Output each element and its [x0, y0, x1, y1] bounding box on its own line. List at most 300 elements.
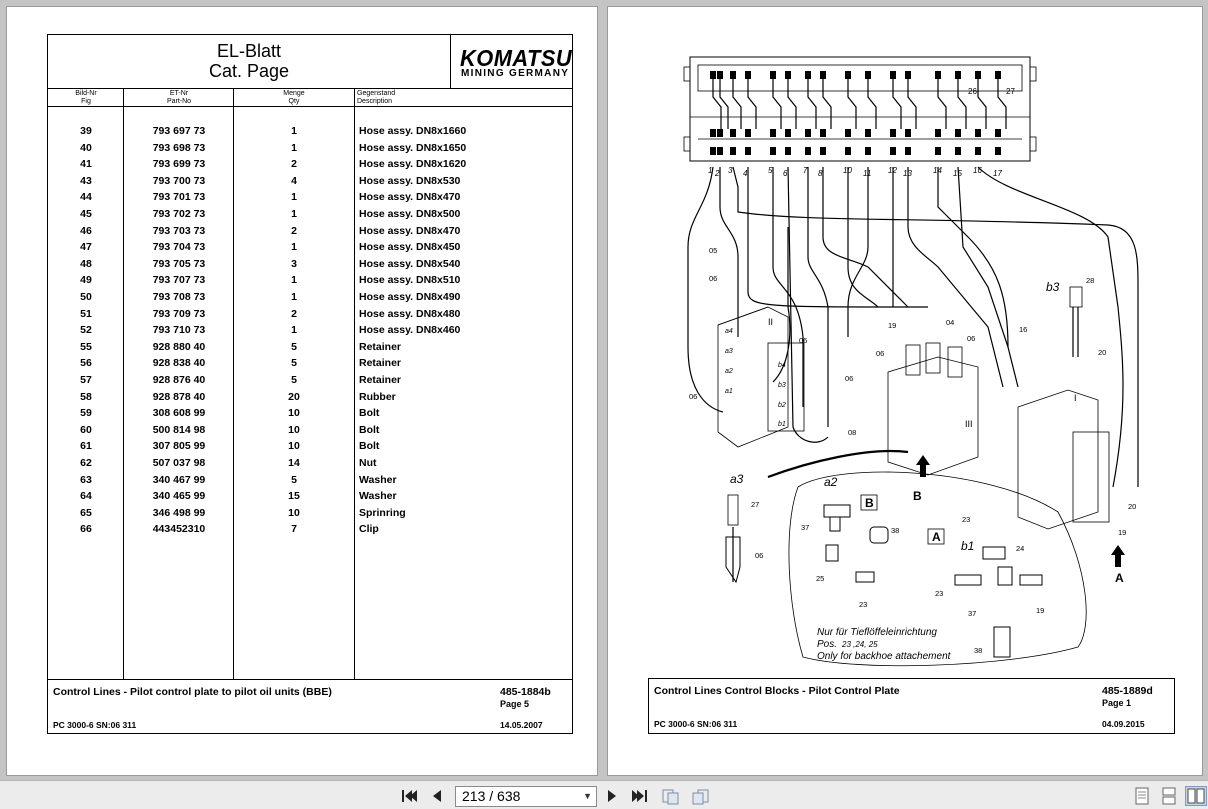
port-a1: a1 — [725, 388, 733, 395]
cell-part: 793 707 73 — [152, 274, 206, 287]
next-page-button[interactable] — [601, 786, 623, 806]
cell-part: 340 467 99 — [152, 473, 206, 486]
label-06: 06 — [709, 274, 718, 283]
cell-part: 507 037 98 — [152, 457, 206, 469]
cell-qty: 1 — [291, 125, 297, 137]
table-row — [48, 424, 572, 441]
plate-fitting — [865, 147, 871, 155]
table-row — [48, 158, 572, 175]
label-38: 38 — [974, 646, 983, 655]
cell-qty: 2 — [291, 224, 297, 237]
plate-pipe — [908, 79, 916, 129]
previous-view-button[interactable] — [660, 786, 682, 806]
label-08: 08 — [848, 428, 857, 437]
port-number-label: 15 — [953, 169, 962, 178]
plate-fitting — [975, 129, 981, 137]
plate-fitting — [955, 147, 961, 155]
plate-pipe — [773, 79, 781, 129]
plate-fitting — [717, 129, 723, 137]
footer-date: 14.05.2007 — [500, 720, 543, 730]
plate-pipe — [733, 79, 741, 129]
cell-part: 793 697 73 — [152, 125, 206, 137]
block-II-label: II — [768, 317, 774, 327]
table-row — [48, 225, 572, 242]
table-row — [48, 440, 572, 457]
cell-desc: Clip — [359, 523, 379, 536]
footer-doc-number: 485-1889d — [1102, 685, 1153, 697]
col-desc — [357, 90, 395, 105]
cell-desc: Hose assy. DN8x480 — [359, 307, 461, 320]
label-28: 28 — [1086, 276, 1095, 285]
cell-qty: 1 — [291, 241, 297, 254]
cell-part: 308 608 99 — [152, 407, 206, 420]
label-27: 27 — [1006, 87, 1015, 96]
label-23: 23 — [859, 600, 868, 609]
plate-pipe — [998, 79, 1006, 129]
plate-fitting — [710, 147, 716, 155]
port-b3: b3 — [778, 382, 786, 389]
plate-fitting — [935, 71, 941, 79]
plate-fitting — [710, 129, 716, 137]
column-header — [48, 89, 572, 107]
plate-fitting — [820, 147, 826, 155]
table-row — [48, 507, 572, 524]
plate-fitting — [995, 147, 1001, 155]
cell-desc: Hose assy. DN8x510 — [359, 274, 461, 287]
cell-desc: Hose assy. DN8x450 — [359, 241, 461, 254]
cell-fig: 44 — [80, 191, 92, 204]
plate-fitting — [890, 129, 896, 137]
label-06: 06 — [876, 349, 885, 358]
hose-lines — [688, 167, 1138, 487]
cell-desc: Retainer — [359, 357, 402, 370]
cell-fig: 47 — [80, 241, 92, 254]
port-number-label: 12 — [888, 166, 897, 175]
table-row — [48, 523, 572, 540]
box-label-A: A — [932, 530, 941, 544]
plate-fitting — [905, 147, 911, 155]
table-row — [48, 324, 572, 341]
plate-fitting — [805, 71, 811, 79]
cell-desc: Hose assy. DN8x460 — [359, 324, 461, 337]
plate-fitting — [890, 147, 896, 155]
cell-desc: Retainer — [359, 340, 402, 353]
plate-fitting — [865, 129, 871, 137]
col-part-de: ET-Nr — [169, 90, 189, 97]
cell-fig: 61 — [80, 440, 92, 453]
port-b2: b2 — [778, 402, 786, 409]
footer-date: 04.09.2015 — [1102, 719, 1145, 729]
cell-fig: 51 — [80, 307, 92, 320]
cell-qty: 10 — [288, 407, 300, 420]
label-04: 04 — [946, 318, 955, 327]
port-number-label: 6 — [783, 169, 788, 178]
footer-model: PC 3000-6 SN:06 311 — [53, 720, 137, 730]
cell-qty: 3 — [291, 257, 297, 270]
next-view-button[interactable] — [690, 786, 712, 806]
cell-fig: 65 — [80, 506, 92, 519]
plate-pipe — [893, 79, 901, 129]
plate-fitting — [955, 71, 961, 79]
cell-desc: Hose assy. DN8x500 — [359, 208, 461, 220]
page-left — [6, 6, 598, 776]
previous-view-icon — [661, 787, 681, 805]
arrow-A — [1111, 545, 1125, 567]
cell-fig: 49 — [80, 274, 92, 287]
cell-part: 793 700 73 — [152, 174, 206, 187]
label-20: 20 — [1098, 348, 1107, 357]
port-b4: b4 — [778, 362, 786, 369]
plate-fitting — [995, 71, 1001, 79]
previous-page-icon — [430, 788, 444, 804]
footer-page: Page 5 — [500, 699, 530, 709]
single-page-view-button[interactable] — [1131, 786, 1153, 806]
cell-qty: 10 — [288, 423, 300, 436]
cell-part: 793 705 73 — [152, 257, 206, 270]
cell-qty: 20 — [288, 390, 300, 403]
continuous-page-icon — [1161, 787, 1177, 805]
plate-fitting — [820, 129, 826, 137]
plate-fitting — [905, 71, 911, 79]
plate-fitting — [935, 147, 941, 155]
cell-fig: 56 — [80, 357, 92, 370]
callout-b1: b1 — [961, 539, 975, 553]
label-05: 05 — [709, 246, 718, 255]
table-row — [48, 274, 572, 291]
cell-qty: 5 — [291, 374, 297, 386]
table-row — [48, 125, 572, 142]
title-line-1: EL-Blatt — [216, 41, 282, 61]
cell-part: 928 838 40 — [152, 357, 206, 370]
port-number-label: 11 — [863, 169, 872, 178]
table-row — [48, 490, 572, 507]
cell-desc: Hose assy. DN8x1650 — [359, 141, 467, 154]
col-qty-en: Qty — [288, 97, 300, 105]
table-row — [48, 341, 572, 358]
plate-fitting — [785, 129, 791, 137]
col-part — [124, 90, 234, 105]
port-number-label: 1 — [708, 166, 713, 175]
cell-part: 340 465 99 — [152, 490, 206, 503]
label-19: 19 — [888, 321, 897, 330]
plate-fitting — [770, 129, 776, 137]
label-27: 27 — [751, 500, 760, 509]
cell-desc: Retainer — [359, 374, 402, 386]
label-37: 37 — [801, 523, 810, 532]
plate-fitting — [975, 71, 981, 79]
plate-fitting — [770, 71, 776, 79]
cell-part: 793 709 73 — [152, 307, 206, 320]
label-25: 25 — [816, 574, 825, 583]
table-row — [48, 357, 572, 374]
plate-pipe — [958, 79, 966, 129]
cell-qty: 1 — [291, 274, 297, 287]
plate-fitting — [770, 147, 776, 155]
footer-page: Page 1 — [1102, 698, 1132, 708]
cell-desc: Washer — [359, 490, 397, 503]
block-I-label: I — [1074, 393, 1077, 403]
cell-qty: 1 — [291, 208, 297, 220]
plate-pipe — [788, 79, 796, 129]
port-number-label: 2 — [715, 169, 720, 178]
table-row — [48, 175, 572, 192]
cell-fig: 57 — [80, 374, 92, 386]
plate-fitting — [995, 129, 1001, 137]
note-pos: Pos. — [817, 639, 838, 650]
port-number-label: 5 — [768, 166, 773, 175]
label-06: 06 — [689, 392, 698, 401]
control-block-III — [888, 343, 978, 475]
note-pos-numbers: 23 ,24, 25 — [842, 640, 878, 649]
cell-qty: 10 — [288, 440, 300, 453]
plate-fitting — [805, 147, 811, 155]
cell-qty: 14 — [288, 457, 300, 469]
cell-qty: 4 — [291, 174, 297, 187]
cell-desc: Rubber — [359, 390, 396, 403]
col-fig-de: Bild-Nr — [75, 90, 97, 97]
cell-qty: 1 — [291, 141, 297, 154]
last-page-button[interactable] — [629, 786, 651, 806]
first-page-button[interactable] — [398, 786, 420, 806]
cell-fig: 59 — [80, 407, 92, 420]
page-title — [48, 41, 450, 81]
cell-desc: Hose assy. DN8x490 — [359, 291, 461, 303]
view-label-B: B — [913, 489, 922, 503]
plate-fitting — [745, 129, 751, 137]
page-footer — [48, 679, 572, 734]
view-label-A: A — [1115, 571, 1124, 585]
logo-subtitle: MINING GERMANY — [461, 68, 570, 79]
cell-part: 793 703 73 — [152, 224, 206, 237]
control-block-I — [1018, 390, 1109, 529]
cell-fig: 50 — [80, 291, 92, 303]
plate-fitting — [890, 71, 896, 79]
cell-fig: 43 — [80, 174, 92, 187]
plate-fitting — [730, 129, 736, 137]
chevron-down-icon[interactable]: ▼ — [583, 791, 592, 801]
plate-fitting — [865, 71, 871, 79]
plate-fitting — [955, 129, 961, 137]
plate-fitting — [717, 147, 723, 155]
box-label-B: B — [865, 496, 874, 510]
cell-qty: 7 — [291, 523, 297, 536]
label-24: 24 — [1016, 544, 1025, 553]
plate-fitting — [745, 147, 751, 155]
cell-desc: Nut — [359, 457, 377, 469]
cell-qty: 5 — [291, 340, 297, 353]
col-desc-de: Gegenstand — [357, 90, 396, 97]
logo-wordmark: KOMATSU — [460, 45, 573, 71]
col-desc-en: Description — [357, 97, 393, 105]
plate-pipe — [978, 79, 986, 129]
cell-fig: 66 — [80, 523, 92, 536]
cell-desc: Hose assy. DN8x540 — [359, 257, 461, 270]
label-38: 38 — [891, 526, 900, 535]
cell-part: 346 498 99 — [152, 506, 206, 519]
cell-part: 500 814 98 — [152, 423, 206, 436]
two-page-icon — [1187, 788, 1205, 804]
cell-fig: 39 — [80, 125, 92, 137]
plate-fitting — [717, 71, 723, 79]
cell-qty: 1 — [291, 191, 297, 204]
label-16: 16 — [1019, 325, 1028, 334]
callout-a3: a3 — [730, 472, 744, 486]
note-english: Only for backhoe attachement — [817, 651, 951, 662]
cell-fig: 58 — [80, 390, 92, 403]
single-page-icon — [1134, 787, 1150, 805]
cell-desc: Washer — [359, 473, 397, 486]
cell-desc: Bolt — [359, 440, 380, 453]
table-row — [48, 308, 572, 325]
plate-fitting — [905, 129, 911, 137]
cell-desc: Sprinring — [359, 506, 406, 519]
cell-fig: 45 — [80, 208, 92, 220]
next-page-icon — [605, 788, 619, 804]
cell-qty: 5 — [291, 473, 297, 486]
col-fig-en: Fig — [81, 97, 91, 105]
table-row — [48, 191, 572, 208]
label-19: 19 — [1036, 606, 1045, 615]
table-row — [48, 374, 572, 391]
cell-desc: Bolt — [359, 407, 380, 420]
cell-fig: 63 — [80, 473, 92, 486]
table-row — [48, 142, 572, 159]
port-number-label: 16 — [973, 166, 982, 175]
label-26: 26 — [968, 87, 977, 96]
cell-part: 443452310 — [152, 523, 206, 536]
footer-model: PC 3000-6 SN:06 311 — [654, 719, 738, 729]
table-row — [48, 241, 572, 258]
label-06: 06 — [967, 334, 976, 343]
cell-qty: 1 — [291, 291, 297, 303]
plate-fitting — [845, 129, 851, 137]
cell-fig: 46 — [80, 224, 92, 237]
port-a4: a4 — [725, 328, 733, 335]
cell-part: 928 876 40 — [152, 374, 206, 386]
cell-fig: 52 — [80, 324, 92, 337]
plate-fitting — [845, 71, 851, 79]
cell-part: 793 699 73 — [152, 158, 206, 171]
cell-part: 793 698 73 — [152, 141, 206, 154]
block-III-label: III — [965, 419, 973, 429]
cell-fig: 40 — [80, 141, 92, 154]
port-number-label: 14 — [933, 166, 942, 175]
page-number-input[interactable] — [455, 786, 597, 807]
pilot-control-plate — [684, 57, 1036, 161]
cell-qty: 15 — [288, 490, 300, 503]
port-number-label: 17 — [993, 169, 1002, 178]
detail-note — [817, 627, 952, 662]
label-23: 23 — [935, 589, 944, 598]
cell-fig: 64 — [80, 490, 92, 503]
cell-desc: Hose assy. DN8x1620 — [359, 158, 467, 171]
plate-pipe — [848, 79, 856, 129]
next-view-icon — [691, 787, 711, 805]
table-row — [48, 474, 572, 491]
plate-fitting — [730, 147, 736, 155]
page-number-value: 213 / 638 — [462, 788, 521, 804]
cell-qty: 2 — [291, 158, 297, 171]
navigation-toolbar — [0, 780, 1208, 809]
port-a2: a2 — [725, 368, 733, 375]
continuous-view-button[interactable] — [1158, 786, 1180, 806]
port-number-label: 8 — [818, 169, 823, 178]
table-row — [48, 291, 572, 308]
page-header — [48, 35, 572, 89]
cell-part: 928 880 40 — [152, 340, 206, 353]
komatsu-logo — [450, 35, 572, 89]
parts-list-frame — [47, 34, 573, 734]
table-row — [48, 258, 572, 275]
plate-fitting — [845, 147, 851, 155]
cell-part: 793 710 73 — [152, 324, 206, 337]
callout-a2: a2 — [824, 475, 838, 489]
plate-fitting — [785, 147, 791, 155]
plate-fitting — [745, 71, 751, 79]
label-06: 06 — [799, 336, 808, 345]
label-06: 06 — [845, 374, 854, 383]
cell-qty: 2 — [291, 307, 297, 320]
table-row — [48, 407, 572, 424]
last-page-icon — [631, 788, 649, 804]
table-row — [48, 457, 572, 474]
hydraulic-diagram — [608, 7, 1204, 677]
label-20: 20 — [1128, 502, 1137, 511]
col-qty-de: Menge — [283, 90, 305, 97]
footer-title: Control Lines - Pilot control plate to pilot oil units (BBE) — [53, 686, 332, 698]
previous-page-button[interactable] — [426, 786, 448, 806]
cell-desc: Hose assy. DN8x1660 — [359, 125, 467, 137]
cell-part: 307 805 99 — [152, 440, 206, 453]
cell-fig: 48 — [80, 257, 92, 270]
plate-fitting — [805, 129, 811, 137]
plate-fitting — [785, 71, 791, 79]
callout-b3: b3 — [1046, 280, 1060, 294]
table-row — [48, 391, 572, 408]
col-part-en: Part-No — [166, 97, 192, 105]
view-labels — [913, 489, 1127, 585]
cell-desc: Hose assy. DN8x470 — [359, 191, 461, 204]
port-number-label: 3 — [728, 166, 733, 175]
plate-fitting — [935, 129, 941, 137]
cell-qty: 10 — [288, 506, 300, 519]
label-19: 19 — [1118, 528, 1127, 537]
cell-fig: 41 — [80, 158, 92, 171]
cell-fig: 62 — [80, 457, 92, 469]
plate-pipe — [748, 79, 756, 129]
cell-desc: Bolt — [359, 423, 380, 436]
plate-pipe — [868, 79, 876, 129]
cell-qty: 5 — [291, 357, 297, 370]
port-number-label: 7 — [803, 166, 808, 175]
plate-fitting — [730, 71, 736, 79]
label-37: 37 — [968, 609, 977, 618]
port-number-label: 13 — [903, 169, 912, 178]
plate-fitting — [820, 71, 826, 79]
plate-fitting — [710, 71, 716, 79]
two-page-view-button[interactable] — [1185, 786, 1207, 806]
cell-part: 793 701 73 — [152, 191, 206, 204]
label-23: 23 — [962, 515, 971, 524]
port-number-label: 10 — [843, 166, 852, 175]
footer-doc-number: 485-1884b — [500, 686, 551, 698]
cell-desc: Hose assy. DN8x530 — [359, 174, 461, 187]
plate-pipe — [823, 79, 831, 129]
cell-desc: Hose assy. DN8x470 — [359, 224, 461, 237]
first-page-icon — [400, 788, 418, 804]
cell-part: 793 702 73 — [152, 208, 206, 220]
cell-part: 928 878 40 — [152, 390, 206, 403]
